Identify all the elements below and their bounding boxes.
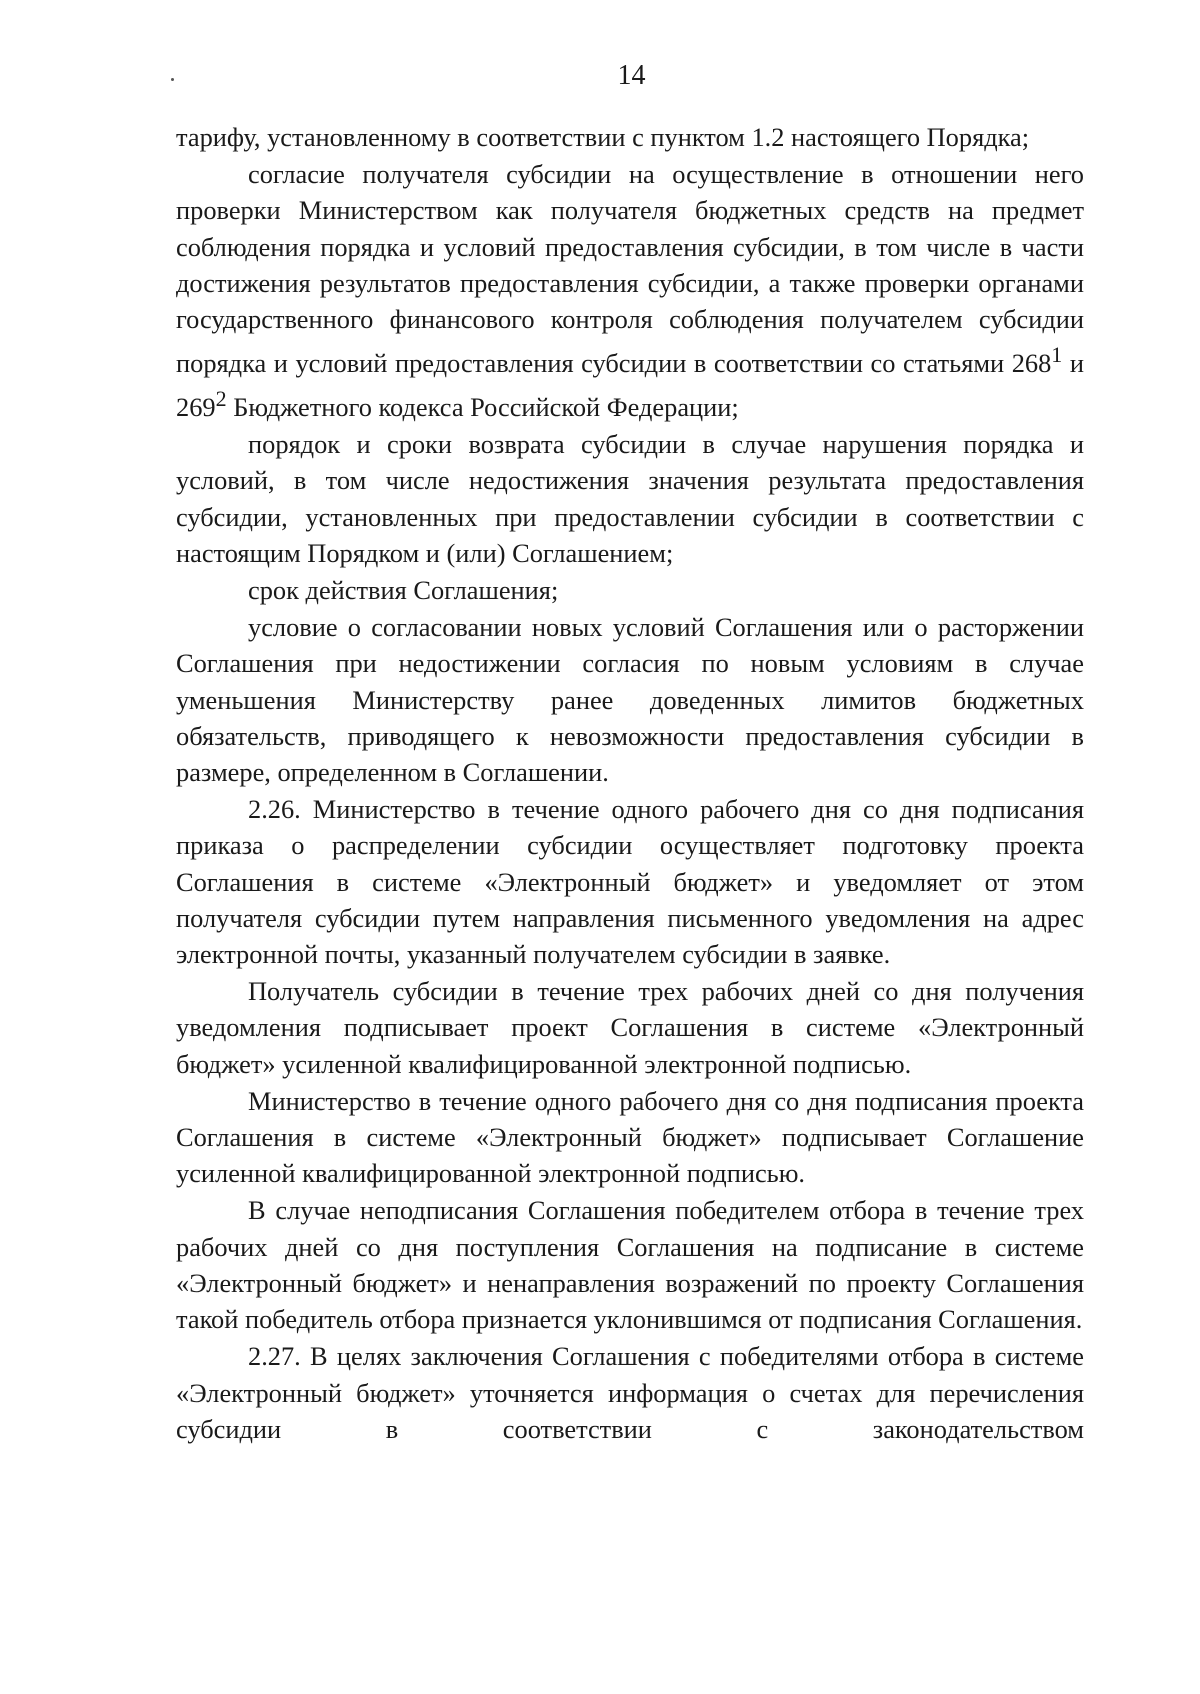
paragraph-text: согласие получателя субсидии на осуществление в отношении него проверки Министерством как получателя бюджетных средств на предмет соблюдения порядка и условий предоставления субсидии, в том числе в части достижения результатов предоставления субсидии, а также проверки органами государственного финансового контроля соблюдения получателем субсидии порядка и условий предоставления субсидии в соответствии со статьями 268: [176, 159, 1084, 379]
paragraph-text: срок действия Соглашения;: [248, 575, 559, 606]
paragraph-ministry-signs: [176, 1083, 1084, 1192]
paragraph-clause-2-27: [176, 1338, 1084, 1447]
paragraph-text-tail: Бюджетного кодекса Российской Федерации;: [226, 392, 739, 423]
page-number: 14: [617, 60, 646, 91]
paragraph-text: условие о согласовании новых условий Соглашения или о расторжении Соглашения при недостижении согласия по новым условиям в случае уменьшения Министерству ранее доведенных лимитов бюджетных обязательств, приводящего к невозможности предоставления субсидии в размере, определенном в Соглашении.: [176, 612, 1084, 788]
paragraph-text: 2.27. В целях заключения Соглашения с победителями отбора в системе «Электронный бюджет» уточняется информация о счетах для перечисления субсидии в соответствии с законодательством: [176, 1341, 1084, 1444]
paragraph-text: В случае неподписания Соглашения победителем отбора в течение трех рабочих дней со дня поступления Соглашения на подписание в системе «Электронный бюджет» и ненаправления возражений по проекту Соглашения такой победитель отбора признается уклонившимся от подписания Соглашения.: [176, 1195, 1084, 1335]
paragraph-consent-audit: [176, 156, 1084, 425]
paragraph-text: тарифу, установленному в соответствии с пунктом 1.2 настоящего Порядка;: [176, 122, 1030, 152]
paragraph-agreement-term: [176, 572, 1084, 608]
paragraph-text: Министерство в течение одного рабочего дня со дня подписания проекта Соглашения в системе «Электронный бюджет» подписывает Соглашение усиленной квалифицированной электронной подписью.: [176, 1085, 1084, 1189]
paragraph-non-signing: [176, 1192, 1084, 1337]
paragraph-recipient-signs: [176, 973, 1084, 1082]
paragraph-text-mid: и 269: [176, 348, 1084, 423]
paragraph-return-procedure: [176, 426, 1084, 571]
document-body: [176, 119, 1084, 1448]
paragraph-clause-2-26: [176, 791, 1084, 972]
scan-speck: [171, 78, 174, 81]
superscript: 2: [215, 386, 227, 412]
paragraph-text: порядок и сроки возврата субсидии в случае нарушения порядка и условий, в том числе недостижения значения результата предоставления субсидии, установленных при предоставлении субсидии в соответствии с настоящим Порядком и (или) Соглашением;: [176, 429, 1084, 568]
superscript: 1: [1051, 342, 1063, 368]
paragraph-tariff: [176, 119, 1084, 155]
paragraph-new-conditions: [176, 609, 1084, 790]
paragraph-text: 2.26. Министерство в течение одного рабочего дня со дня подписания приказа о распределении субсидии осуществляет подготовку проекта Соглашения в системе «Электронный бюджет» и уведомляет от этом получателя субсидии путем направления письменного уведомления на адрес электронной почты, указанный получателем субсидии в заявке.: [176, 794, 1084, 970]
paragraph-text: Получатель субсидии в течение трех рабочих дней со дня получения уведомления подписывает проект Соглашения в системе «Электронный бюджет» усиленной квалифицированной электронной подписью.: [176, 976, 1084, 1079]
